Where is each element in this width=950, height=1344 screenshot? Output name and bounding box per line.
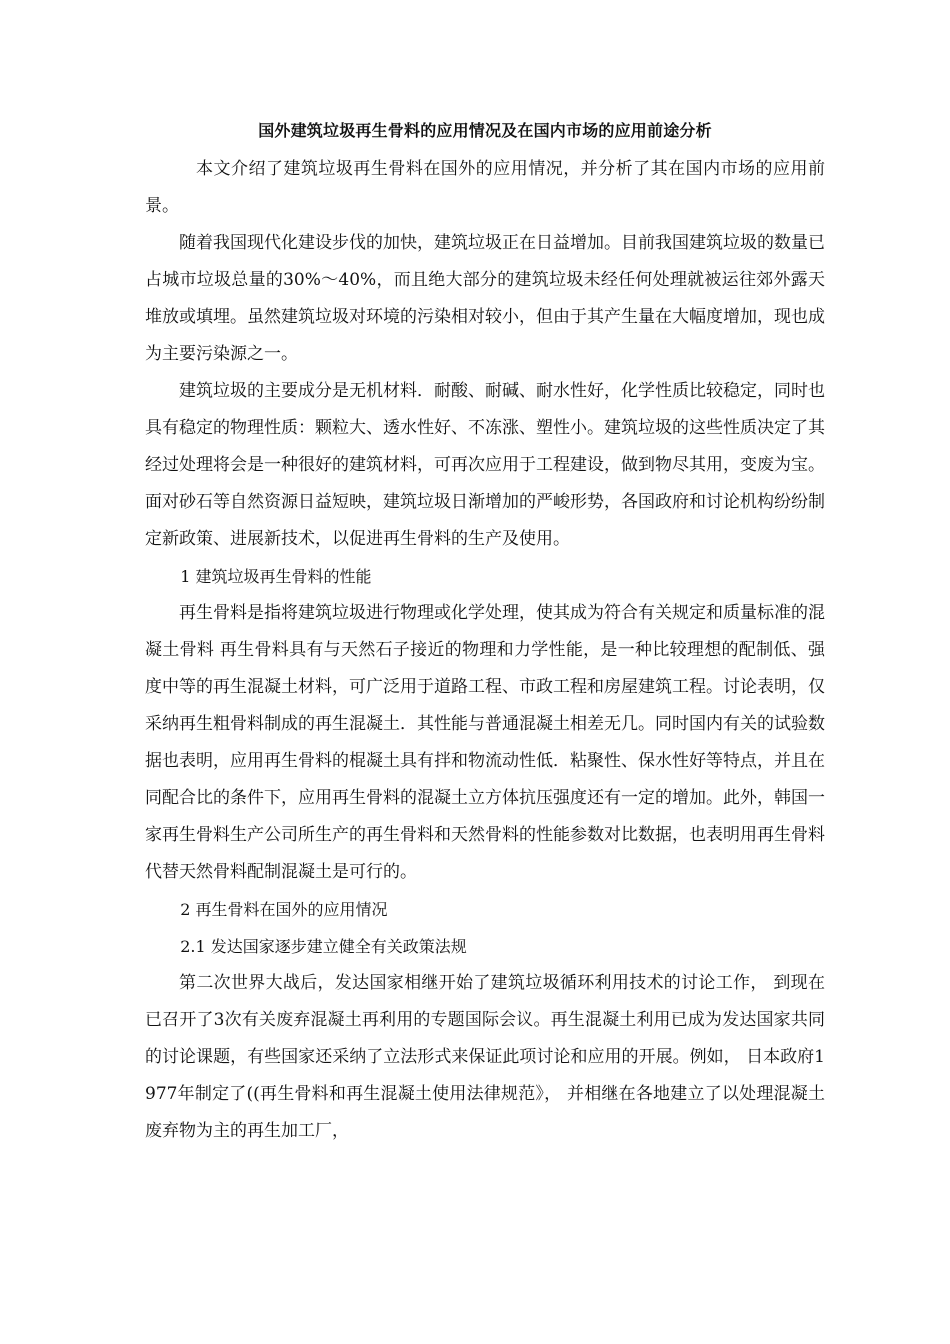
document-page (145, 118, 825, 1150)
section-heading-1: 1 建筑垃圾再生骨料的性能 (180, 567, 372, 586)
paragraph-composition: 建筑垃圾的主要成分是无机材料．耐酸、耐碱、耐水性好，化学性质比较稳定，同时也具有稳定的物理性质：颗粒大、透水性好、不冻涨、塑性小。建筑垃圾的这些性质决定了其经过处理将会是一种很好的建筑材料，可再次应用于工程建设，做到物尽其用，变废为宝。面对砂石等自然资源日益短映，建筑垃圾日渐增加的严峻形势，各国政府和讨论机构纷纷制定新政策、进展新技术，以促进再生骨料的生产及使用。 (145, 381, 825, 549)
paragraph-performance: 再生骨料是指将建筑垃圾进行物理或化学处理，使其成为符合有关规定和质量标准的混凝土骨料 再生骨料具有与天然石子接近的物理和力学性能，是一种比较理想的配制低、强度中等的再生混凝土材料，可广泛用于道路工程、市政工程和房屋建筑工程。讨论表明，仅采纳再生粗骨料制成的再生混凝土．其性能与普通混凝土相差无几。同时国内有关的试验数据也表明，应用再生骨料的棍凝土具有拌和物流动性低．粘聚性、保水性好等特点，并且在同配合比的条件下，应用再生骨料的混凝土立方体抗压强度还有一定的增加。此外，韩国一家再生骨料生产公司所生产的再生骨料和天然骨料的性能参数对比数据，也表明用再生骨料代替天然骨料配制混凝土是可行的。 (145, 603, 825, 882)
paragraph-policy: 第二次世界大战后，发达国家相继开始了建筑垃圾循环利用技术的讨论工作， 到现在已召开了3次有关废弃混凝土再利用的专题国际会议。再生混凝土利用已成为发达国家共同的讨论课题，有些国家还采纳了立法形式来保证此项讨论和应用的开展。例如， 日本政府1977年制定了((再生骨料和再生混凝土使用法律规范》， 并相继在各地建立了以处理混凝土废弃物为主的再生加工厂， (145, 973, 825, 1141)
document-title: 国外建筑垃圾再生骨料的应用情况及在国内市场的应用前途分析 (258, 121, 712, 140)
intro-paragraph: 本文介绍了建筑垃圾再生骨料在国外的应用情况，并分析了其在国内市场的应用前景。 (145, 159, 825, 216)
subsection-heading-2-1: 2.1 发达国家逐步建立健全有关政策法规 (180, 937, 467, 956)
section-heading-2: 2 再生骨料在国外的应用情况 (180, 900, 388, 919)
paragraph-growth: 随着我国现代化建设步伐的加快，建筑垃圾正在日益增加。目前我国建筑垃圾的数量已占城市垃圾总量的30%～40%，而且绝大部分的建筑垃圾未经任何处理就被运往郊外露天堆放或填埋。虽然建筑垃圾对环境的污染相对较小，但由于其产生量在大幅度增加，现也成为主要污染源之一。 (145, 233, 825, 364)
